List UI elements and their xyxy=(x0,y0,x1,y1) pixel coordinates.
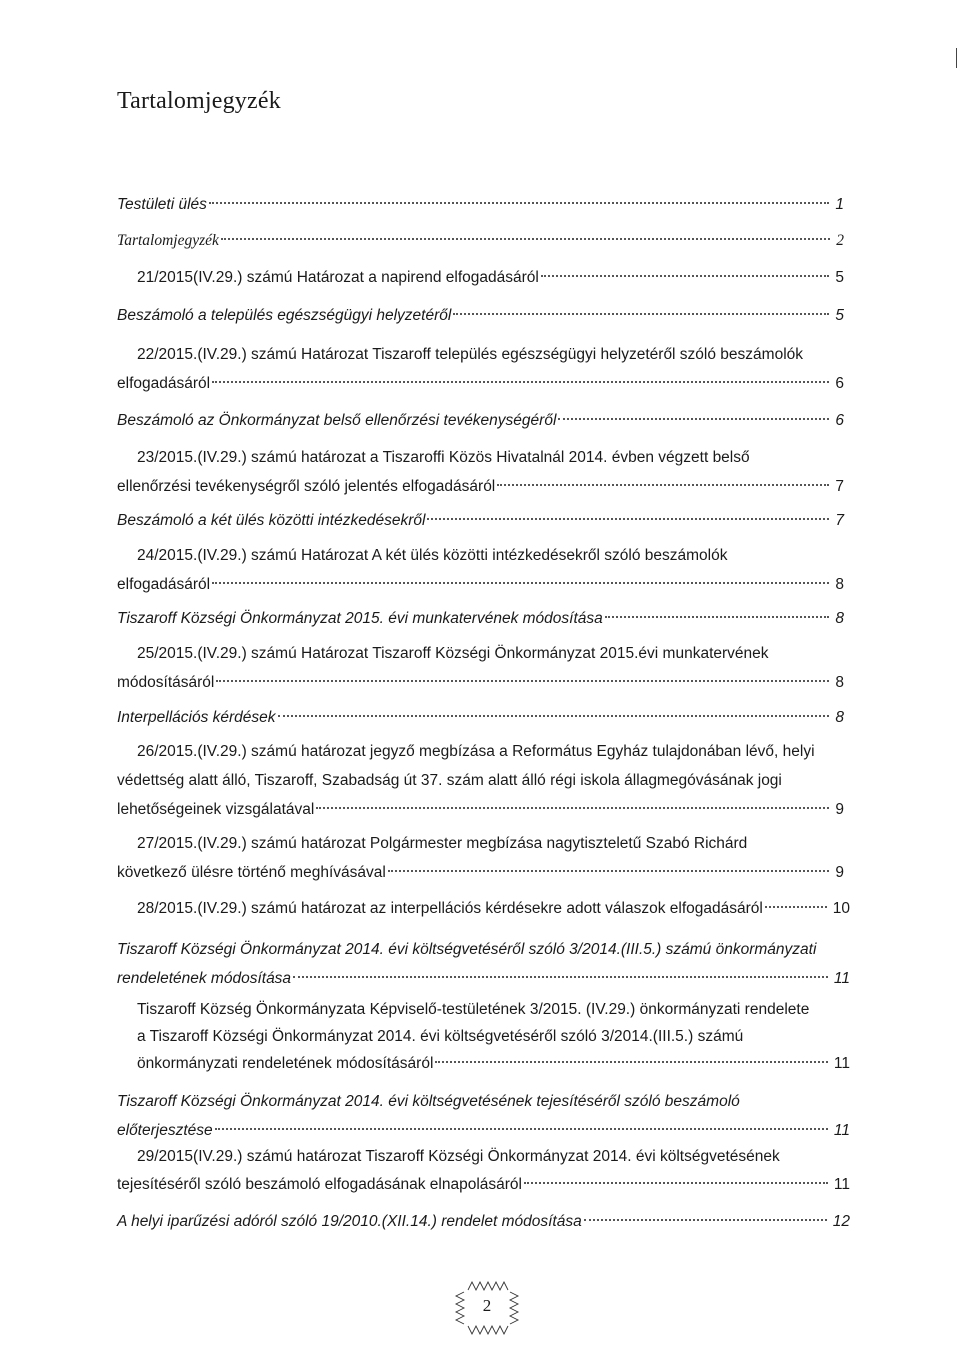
dot-leader xyxy=(278,715,830,717)
dot-leader xyxy=(558,418,829,420)
dot-leader xyxy=(216,680,829,682)
toc-page-number: 5 xyxy=(835,269,844,286)
toc-entry-text: 27/2015.(IV.29.) számú határozat Polgármester megbízása nagytiszteletű Szabó Richárd xyxy=(137,835,748,852)
toc-page-number: 12 xyxy=(832,1213,850,1230)
toc-page-number: 7 xyxy=(835,478,844,495)
toc-entry-text: elfogadásáról xyxy=(117,375,211,392)
page-number-ornament xyxy=(452,1278,522,1338)
toc-entry-text: lehetőségeinek vizsgálatával xyxy=(117,801,315,818)
toc-entry-text: 26/2015.(IV.29.) számú határozat jegyző megbízása a Református Egyház tulajdonában lévő, helyi xyxy=(137,743,815,760)
toc-entry-text: önkormányzati rendeletének módosításáról xyxy=(137,1055,434,1072)
dot-leader xyxy=(209,202,829,204)
toc-entry xyxy=(117,935,850,993)
dot-leader xyxy=(293,976,828,978)
toc-page-number: 11 xyxy=(833,1176,850,1193)
toc-entry xyxy=(117,897,850,921)
toc-page-number: 6 xyxy=(835,412,844,429)
toc-entry-text: A helyi iparűzési adóról szóló 19/2010.(XII.14.) rendelet módosítása xyxy=(117,1213,582,1230)
toc-entry-text: rendeletének módosítása xyxy=(117,970,292,987)
dot-leader xyxy=(427,518,829,520)
page-number: 2 xyxy=(482,1296,492,1315)
toc-entry xyxy=(117,229,844,253)
toc-entry xyxy=(117,996,850,1077)
toc-entry-text: 23/2015.(IV.29.) számú határozat a Tiszaroffi Közös Hivatalnál 2014. évben végzett belső xyxy=(137,449,750,466)
toc-entry xyxy=(117,829,844,887)
dot-leader xyxy=(435,1061,828,1063)
toc-entry xyxy=(117,1210,850,1234)
toc-entry-text: Tartalomjegyzék xyxy=(117,232,219,249)
toc-page-number: 8 xyxy=(835,576,844,593)
toc-entry xyxy=(117,304,844,328)
toc-entry xyxy=(117,409,844,433)
toc-entry xyxy=(117,639,844,697)
dot-leader xyxy=(388,870,830,872)
toc-page-number: 11 xyxy=(833,1055,850,1072)
toc-page-number: 7 xyxy=(835,512,844,529)
toc-entry-text: Tiszaroff Községi Önkormányzat 2014. évi költségvetéséről szóló 3/2014.(III.5.) számú önkormányzati xyxy=(117,941,817,958)
dot-leader xyxy=(215,1128,828,1130)
toc-entry xyxy=(117,607,844,631)
toc-entry xyxy=(117,1143,850,1199)
toc-entry xyxy=(117,1087,850,1145)
toc-entry-text: 28/2015.(IV.29.) számú határozat az interpellációs kérdésekre adott válaszok elfogadásáról xyxy=(137,900,763,917)
dot-leader xyxy=(497,484,829,486)
toc-page-number: 11 xyxy=(833,1122,850,1139)
toc-entry-text: védettség alatt álló, Tiszaroff, Szabadság út 37. szám alatt álló régi iskola állagmegóvásának jogi xyxy=(117,772,782,789)
dot-leader xyxy=(212,381,829,383)
toc-entry-text: következő ülésre történő meghívásával xyxy=(117,864,386,881)
toc-page-number: 9 xyxy=(835,864,844,881)
toc-entry-text: előterjesztése xyxy=(117,1122,213,1139)
toc-entry-text: Tiszaroff Község Önkormányzata Képviselő-testületének 3/2015. (IV.29.) önkormányzati rendelete xyxy=(137,1001,810,1018)
toc-entry-text: Interpellációs kérdések xyxy=(117,709,276,726)
dot-leader xyxy=(221,238,830,240)
toc-entry-text: ellenőrzési tevékenységről szóló jelentés elfogadásáról xyxy=(117,478,496,495)
toc-entry-text: a Tiszaroff Községi Önkormányzat 2014. évi költségvetéséről szóló 3/2014.(III.5.) számú xyxy=(137,1028,744,1045)
toc-entry-text: Beszámoló a két ülés közötti intézkedésekről xyxy=(117,512,426,529)
dot-leader xyxy=(453,313,829,315)
toc-page-number: 9 xyxy=(835,801,844,818)
dot-leader xyxy=(541,275,830,277)
toc-entry xyxy=(117,193,844,217)
toc-entry xyxy=(117,443,844,501)
toc-entry-text: 21/2015(IV.29.) számú Határozat a napirend elfogadásáról xyxy=(137,269,539,286)
toc-entry xyxy=(117,541,844,599)
dot-leader xyxy=(316,807,829,809)
toc-entry xyxy=(117,509,844,533)
toc-entry xyxy=(117,340,844,398)
dot-leader xyxy=(765,906,827,908)
toc-entry-text: 22/2015.(IV.29.) számú Határozat Tiszaroff település egészségügyi helyzetéről szóló beszámolók xyxy=(137,346,804,363)
dot-leader xyxy=(524,1182,828,1184)
toc-entry-text: Tiszaroff Községi Önkormányzat 2014. évi költségvetésének tejesítéséről szóló beszámoló xyxy=(117,1093,740,1110)
dot-leader xyxy=(584,1219,827,1221)
toc-entry-text: Tiszaroff Községi Önkormányzat 2015. évi munkatervének módosítása xyxy=(117,610,603,627)
toc-page-number: 5 xyxy=(835,307,844,324)
toc-entry-text: 29/2015(IV.29.) számú határozat Tiszaroff Községi Önkormányzat 2014. évi költségvetésének xyxy=(137,1148,780,1165)
toc-entry xyxy=(117,706,844,730)
toc-entry xyxy=(117,266,844,290)
toc-entry-text: Testületi ülés xyxy=(117,196,207,213)
toc-page-number: 2 xyxy=(836,232,844,249)
toc-page-number: 6 xyxy=(835,375,844,392)
toc-entry-text: 25/2015.(IV.29.) számú Határozat Tiszaroff Községi Önkormányzat 2015.évi munkatervének xyxy=(137,645,769,662)
toc-entry-text: elfogadásáról xyxy=(117,576,211,593)
dot-leader xyxy=(605,616,830,618)
toc-entry-text: Beszámoló az Önkormányzat belső ellenőrzési tevékenységéről xyxy=(117,412,557,429)
toc-entry-text: 24/2015.(IV.29.) számú Határozat A két ülés közötti intézkedésekről szóló beszámolók xyxy=(137,547,728,564)
toc-page-number: 8 xyxy=(835,610,844,627)
page-edge-mark xyxy=(956,48,957,68)
dot-leader xyxy=(212,582,829,584)
toc-entry-text: Beszámoló a település egészségügyi helyzetéről xyxy=(117,307,452,324)
toc-entry-text: módosításáról xyxy=(117,674,215,691)
page-title: Tartalomjegyzék xyxy=(117,88,281,114)
toc-page-number: 8 xyxy=(835,709,844,726)
toc-page-number: 10 xyxy=(832,900,850,917)
toc-entry xyxy=(117,737,844,824)
toc-entry-text: tejesítéséről szóló beszámoló elfogadásának elnapolásáról xyxy=(117,1176,522,1193)
toc-page-number: 1 xyxy=(835,196,844,213)
toc-page-number: 8 xyxy=(835,674,844,691)
toc-page-number: 11 xyxy=(833,970,850,987)
